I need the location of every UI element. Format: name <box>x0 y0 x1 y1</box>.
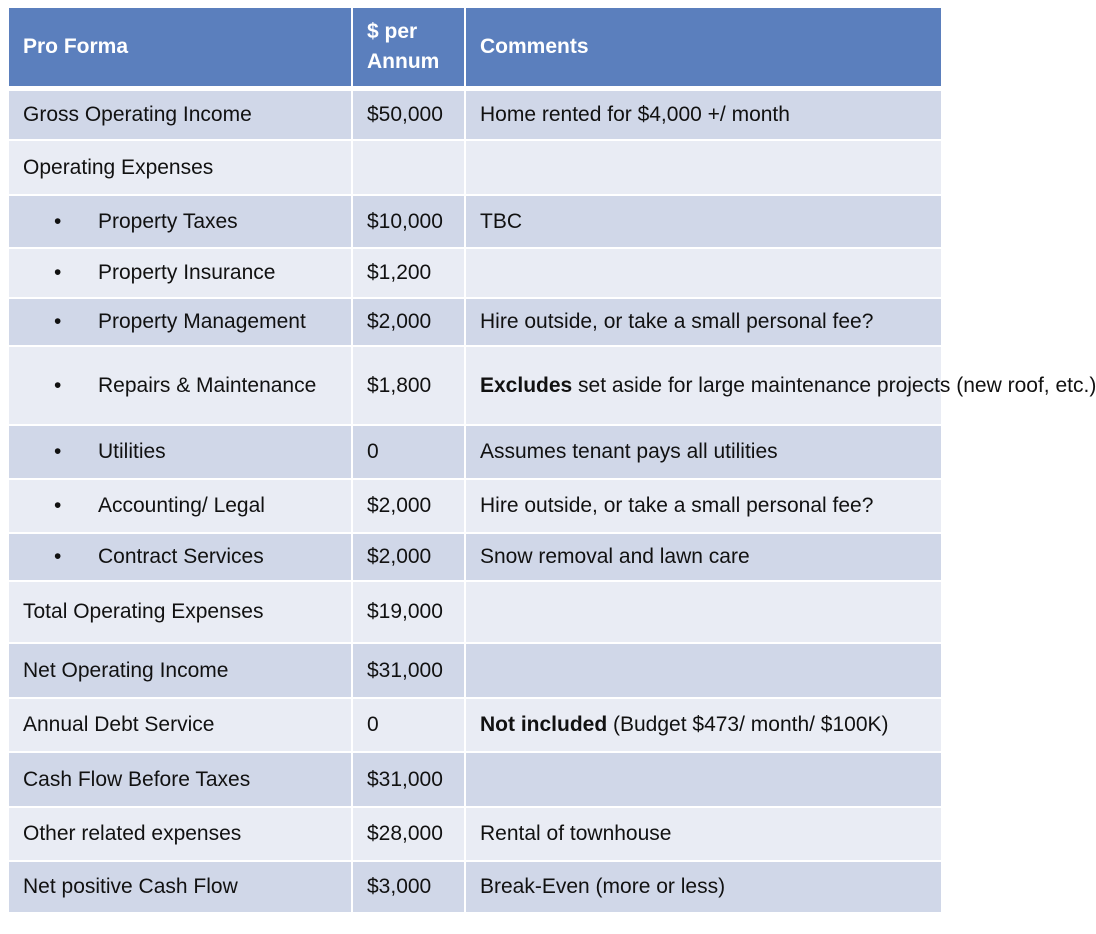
row-property-management <box>9 298 941 346</box>
row-cash-flow-before-taxes <box>9 752 941 807</box>
row-net-positive-cash-flow <box>9 861 941 913</box>
header-dollars-per-annum <box>352 8 465 88</box>
row-label: Cash Flow Before Taxes <box>9 752 352 807</box>
row-other-related-expenses <box>9 807 941 861</box>
row-comment: Hire outside, or take a small personal fee? <box>465 298 941 346</box>
row-comment: TBC <box>465 195 941 248</box>
row-label: Annual Debt Service <box>9 698 352 752</box>
row-value: $3,000 <box>352 861 465 913</box>
row-comment <box>465 698 941 752</box>
row-operating-expenses <box>9 140 941 195</box>
row-label-cell <box>9 195 352 248</box>
row-value: $2,000 <box>352 479 465 533</box>
row-accounting-legal <box>9 479 941 533</box>
row-label: Repairs & Maintenance <box>98 373 317 397</box>
row-label-cell <box>9 533 352 581</box>
bullet-icon: • <box>54 209 62 233</box>
row-label: Property Management <box>98 310 306 333</box>
header-row <box>9 8 941 88</box>
row-comment <box>465 643 941 698</box>
row-value: 0 <box>352 698 465 752</box>
row-net-operating-income <box>9 643 941 698</box>
comment-text: set aside for large maintenance projects (new roof, etc.) <box>572 373 1096 397</box>
header-comments: Comments <box>465 8 941 88</box>
row-contract-services <box>9 533 941 581</box>
row-value: 0 <box>352 425 465 479</box>
row-comment <box>465 752 941 807</box>
pro-forma-table <box>9 8 1096 914</box>
row-label-cell <box>9 479 352 533</box>
row-label-cell <box>9 248 352 298</box>
row-annual-debt-service <box>9 698 941 752</box>
comment-bold: Excludes <box>480 373 573 397</box>
row-label: Utilities <box>98 440 166 463</box>
row-comment <box>465 581 941 643</box>
bullet-icon: • <box>54 373 62 397</box>
row-comment: Break-Even (more or less) <box>465 861 941 913</box>
bullet-icon: • <box>54 494 62 517</box>
row-value <box>352 140 465 195</box>
row-label: Other related expenses <box>9 807 352 861</box>
row-comment: Assumes tenant pays all utilities <box>465 425 941 479</box>
row-value: $1,200 <box>352 248 465 298</box>
row-label: Net positive Cash Flow <box>9 861 352 913</box>
row-value: $2,000 <box>352 533 465 581</box>
row-label: Property Taxes <box>98 209 238 233</box>
row-value: $31,000 <box>352 643 465 698</box>
header-pro-forma: Pro Forma <box>9 8 352 88</box>
row-comment: Snow removal and lawn care <box>465 533 941 581</box>
header-dollars-per-annum-line2: Annum <box>367 49 440 73</box>
row-value: $10,000 <box>352 195 465 248</box>
bullet-icon: • <box>54 261 62 284</box>
comment-bold: Not included <box>480 713 608 736</box>
row-label: Accounting/ Legal <box>98 494 265 517</box>
row-gross-operating-income <box>9 88 941 140</box>
row-value: $28,000 <box>352 807 465 861</box>
row-label: Operating Expenses <box>9 140 352 195</box>
row-comment <box>465 346 1096 425</box>
row-label-cell <box>9 425 352 479</box>
bullet-icon: • <box>54 440 62 463</box>
row-comment: Home rented for $4,000 +/ month <box>465 88 941 140</box>
row-label-cell <box>9 346 352 425</box>
row-value: $31,000 <box>352 752 465 807</box>
row-value: $19,000 <box>352 581 465 643</box>
row-label: Net Operating Income <box>9 643 352 698</box>
row-property-taxes <box>9 195 941 248</box>
row-property-insurance <box>9 248 941 298</box>
row-label: Property Insurance <box>98 261 276 284</box>
row-total-operating-expenses <box>9 581 941 643</box>
row-label-cell <box>9 298 352 346</box>
row-label: Total Operating Expenses <box>9 581 352 643</box>
row-comment <box>465 140 941 195</box>
row-utilities <box>9 425 941 479</box>
comment-text: (Budget $473/ month/ $100K) <box>607 713 889 736</box>
bullet-icon: • <box>54 310 62 333</box>
row-label: Contract Services <box>98 545 264 568</box>
row-value: $50,000 <box>352 88 465 140</box>
bullet-icon: • <box>54 545 62 568</box>
header-dollars-per-annum-line1: $ per <box>367 19 418 43</box>
row-value: $1,800 <box>352 346 465 425</box>
row-comment: Rental of townhouse <box>465 807 941 861</box>
row-comment: Hire outside, or take a small personal fee? <box>465 479 941 533</box>
row-label: Gross Operating Income <box>9 88 352 140</box>
row-value: $2,000 <box>352 298 465 346</box>
row-repairs-maintenance <box>9 346 941 425</box>
row-comment <box>465 248 941 298</box>
